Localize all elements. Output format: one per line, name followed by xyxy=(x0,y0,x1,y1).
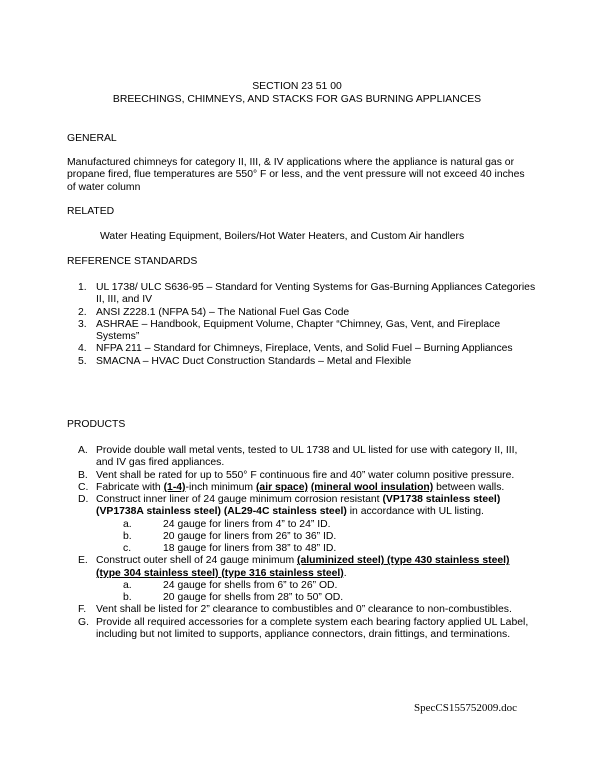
sub-text: 18 gauge for liners from 38” to 48” ID. xyxy=(163,543,337,555)
text-run: between walls. xyxy=(433,481,505,493)
sub-letter: c. xyxy=(123,543,132,555)
item-number: 1. xyxy=(78,282,87,293)
products-heading: PRODUCTS xyxy=(67,419,126,430)
sub-item xyxy=(67,543,537,555)
sub-item xyxy=(67,531,537,543)
general-heading: GENERAL xyxy=(67,133,117,144)
option-air-space: (air space) xyxy=(255,481,308,493)
text-run: Fabricate with xyxy=(96,481,164,493)
product-item-c xyxy=(67,482,537,494)
item-text: Provide double wall metal vents, tested to UL 1738 and UL listed for use with category II, III, and IV gas fired appliances. xyxy=(96,445,518,469)
product-item-g xyxy=(67,617,537,642)
list-item xyxy=(67,282,537,307)
sub-text: 20 gauge for liners from 26” to 36” ID. xyxy=(163,530,337,542)
text-run: . xyxy=(343,567,347,579)
list-item xyxy=(67,356,537,368)
item-letter: F. xyxy=(78,604,87,616)
text-run: Construct outer shell of 24 gauge minimum xyxy=(96,555,297,567)
sub-letter: a. xyxy=(123,579,132,591)
section-number: SECTION 23 51 00 xyxy=(252,81,342,92)
section-title: BREECHINGS, CHIMNEYS, AND STACKS FOR GAS BURNING APPLIANCES xyxy=(112,94,482,106)
references-list xyxy=(67,282,537,368)
item-number: 4. xyxy=(78,343,87,355)
sub-letter: b. xyxy=(123,592,132,604)
sub-letter: a. xyxy=(123,518,132,530)
item-number: 5. xyxy=(78,355,87,367)
sub-text: 24 gauge for liners from 4” to 24” ID. xyxy=(163,518,331,530)
footer-filename: SpecCS155752009.doc xyxy=(414,702,517,714)
item-letter: D. xyxy=(78,494,89,506)
text-run: in accordance with UL listing. xyxy=(346,506,484,518)
item-letter: A. xyxy=(78,445,88,456)
sub-letter: b. xyxy=(123,530,132,542)
list-item xyxy=(67,307,537,319)
item-number: 2. xyxy=(78,306,87,318)
item-text: ASHRAE – Handbook, Equipment Volume, Chapter “Chimney, Gas, Vent, and Fireplace Systems” xyxy=(96,318,501,343)
item-letter: E. xyxy=(78,555,88,567)
product-item-d xyxy=(67,494,537,519)
item-letter: C. xyxy=(78,481,89,493)
related-heading: RELATED xyxy=(67,206,115,217)
text-run: Construct inner liner of 24 gauge minimum corrosion resistant xyxy=(96,494,383,506)
item-text xyxy=(96,494,537,519)
general-text: Manufactured chimneys for category II, III, & IV applications where the appliance is natural gas or propane fired, flue temperatures are 550° F or less, and the vent pressure will not exceed 40 inches of water column xyxy=(67,157,525,193)
item-text: NFPA 211 – Standard for Chimneys, Fireplace, Vents, and Solid Fuel – Burning Appliances xyxy=(96,343,513,355)
related-text: Water Heating Equipment, Boilers/Hot Water Heaters, and Custom Air handlers xyxy=(100,231,465,242)
products-list xyxy=(67,445,537,641)
references-heading: REFERENCE STANDARDS xyxy=(67,256,198,267)
option-spacing: (1-4) xyxy=(163,481,186,493)
text-run: -inch minimum xyxy=(185,481,256,493)
sub-text: 20 gauge for shells from 28” to 50” OD. xyxy=(163,592,344,604)
list-item xyxy=(67,319,537,344)
item-letter: G. xyxy=(78,616,89,628)
item-text: Vent shall be rated for up to 550° F continuous fire and 40” water column positive pressure. xyxy=(96,469,515,481)
sub-text: 24 gauge for shells from 6” to 26” OD. xyxy=(163,579,338,591)
item-text xyxy=(96,482,537,494)
product-item-e xyxy=(67,555,537,580)
product-item-b xyxy=(67,470,537,482)
item-text: Provide all required accessories for a complete system each bearing factory applied UL Label, including but not limited to supports, appliance connectors, drain fittings, and terminations. xyxy=(96,616,529,640)
sub-item xyxy=(67,592,537,604)
item-letter: B. xyxy=(78,469,88,481)
sub-item xyxy=(67,580,537,592)
item-text xyxy=(96,555,537,580)
option-mineral-wool: (mineral wool insulation) xyxy=(310,481,434,493)
item-text: UL 1738/ ULC S636-95 – Standard for Venting Systems for Gas-Burning Appliances Categories II, III, and IV xyxy=(96,282,536,306)
product-item-f xyxy=(67,604,537,616)
section-header xyxy=(0,81,594,108)
liner-options: (VP1738 stainless steel) (VP1738A stainless steel) (AL29-4C stainless steel) xyxy=(96,494,501,518)
sub-item xyxy=(67,519,537,531)
shell-options: (aluminized steel) (type 430 stainless steel) (type 304 stainless steel) (type 316 stainless steel) xyxy=(96,555,510,579)
item-text: SMACNA – HVAC Duct Construction Standards – Metal and Flexible xyxy=(96,355,412,367)
product-item-a xyxy=(67,445,537,470)
item-text: Vent shall be listed for 2” clearance to combustibles and 0” clearance to non-combustibles. xyxy=(96,604,512,616)
item-number: 3. xyxy=(78,318,87,330)
list-item xyxy=(67,343,537,355)
item-text: ANSI Z228.1 (NFPA 54) – The National Fuel Gas Code xyxy=(96,306,350,318)
